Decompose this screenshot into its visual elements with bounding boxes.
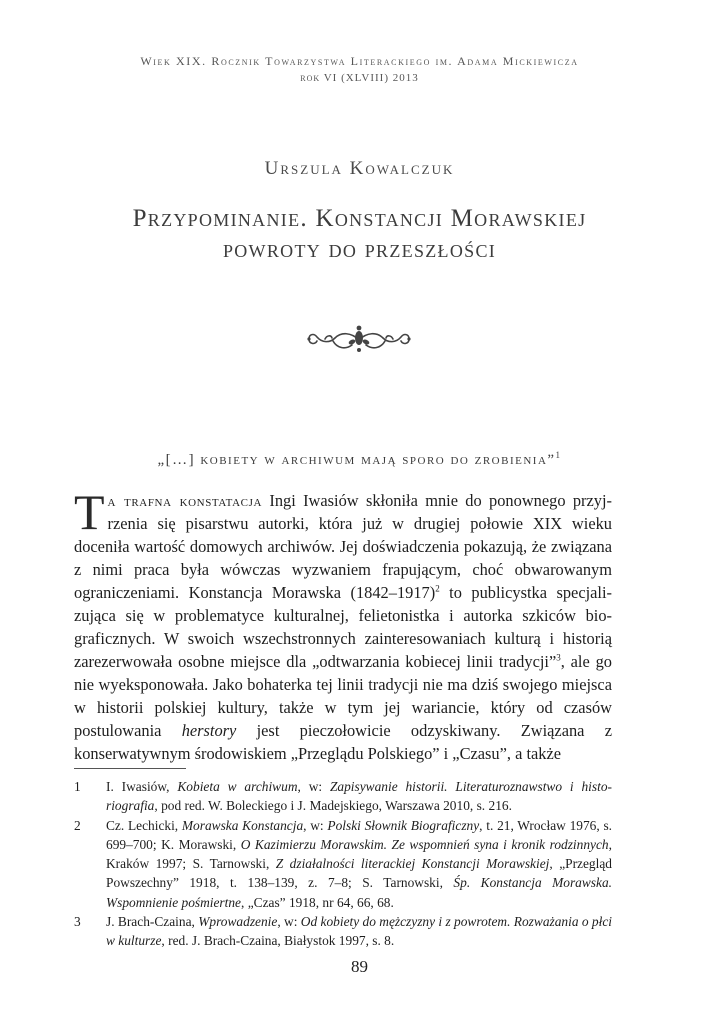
footnote-ref-3: 3	[556, 652, 561, 663]
herstory-term: herstory	[181, 721, 237, 740]
title-line-1: Przypominanie. Konstancji Morawskiej	[132, 205, 587, 232]
title-line-2: powroty do przeszłości	[222, 236, 497, 263]
footnote-italic: O Kazimierzu Morawskim. Ze wspomnień syna i kronik rodzinnych	[240, 836, 609, 852]
footnote-text: , t. 21, Wrocław 1976, s. 699–700; K. Morawski,	[106, 817, 612, 852]
footnote-text: , red. J. Brach-Czaina, Białystok 1997, s. 8.	[161, 933, 395, 949]
footnote-ref-1: 1	[555, 450, 562, 460]
article-author: Urszula Kowalczuk	[264, 158, 455, 179]
lead-in: a trafna konstatacja	[107, 491, 263, 510]
body-segment-3: , ale go nie wyeksponowała. Jako bohaterka tej linii tradycji nie ma dziś swojego miejsca w historii polskiej kultury, także w tym jej wariancie, który od czasów postulowania	[74, 652, 612, 740]
footnote-italic: Kobieta w archiwum	[177, 779, 298, 794]
footnote-text: I. Iwasiów,	[106, 779, 178, 794]
footnote-italic: Od kobiety do mężczyzny i z powrotem. Rozważania o płci w kulturze	[106, 914, 613, 949]
footnote-italic: Zapisywanie historii. Literaturoznawstwo i historiografia	[106, 779, 612, 814]
footnote-3	[74, 912, 612, 951]
body-segment-2: to publicystka specjalizująca się w problematyce kulturalnej, felietonistka i autorka szkiców biograficznych. W swoich wszechstronnych zainteresowaniach kulturą i historią zarezerwowała osobne miejsce dla „odtwarzania kobiecej linii tradycji”	[74, 583, 612, 671]
footnote-italic: Śp. Konstancja Morawska. Wspomnienie pośmiertne	[106, 875, 612, 910]
footnote-divider	[74, 768, 186, 769]
article-title	[0, 203, 719, 265]
footnote-text: , „Czas” 1918, nr 64, 66, 68.	[241, 894, 394, 910]
epigraph-text: „[…] kobiety w archiwum mają sporo do zrobienia”	[157, 452, 556, 468]
body-segment-4: jest pieczołowicie odzyskiwany. Związana z konserwatywnym środowiskiem „Przeglądu Polskiego” i „Czasu”, a także	[74, 721, 612, 763]
body-text	[74, 484, 612, 765]
footnote-italic: Wprowadzenie	[198, 914, 278, 930]
body-segment-1: Ingi Iwasiów skłoniła mnie do ponownego przyjrzenia się pisarstwu autorki, która już w drugiej połowie XIX wieku doceniła wartość domowych archiwów. Jej doświadczenia pokazują, że związana z nimi praca była wówczas wyzwaniem frapującym, choć obwarowanym ograniczeniami. Konstancja Morawska (1842–1917)	[74, 491, 612, 602]
footnote-text: , w:	[303, 817, 328, 833]
footnote-text: , pod red. W. Boleckiego i J. Madejskiego, Warszawa 2010, s. 216.	[154, 798, 512, 814]
footnote-number: 3	[74, 914, 81, 930]
running-header-issue: rok VI (XLVIII) 2013	[300, 72, 419, 84]
footnote-number: 1	[74, 779, 81, 794]
footnote-italic: Z działalności literackiej Konstancji Morawskiej	[275, 856, 550, 872]
footnote-text: , w:	[297, 779, 330, 794]
footnote-ref-2: 2	[435, 583, 440, 594]
footnote-text: Cz. Lechicki,	[106, 817, 182, 833]
epigraph	[0, 452, 719, 469]
footnote-text: J. Brach-Czaina,	[106, 914, 199, 930]
footnote-number: 2	[74, 817, 81, 833]
page-number: 89	[351, 957, 368, 976]
floral-ornament-icon	[303, 323, 415, 357]
footnote-italic: Polski Słownik Biograficzny	[327, 817, 480, 833]
footnote-2	[74, 816, 612, 912]
footnotes	[74, 777, 612, 951]
footnote-text: , „Przegląd Powszechny” 1918, t. 138–139, z. 7–8; S. Tarnowski,	[106, 856, 612, 891]
footnote-text: , Kraków 1997; S. Tarnowski,	[106, 836, 612, 872]
footnote-text: , w:	[277, 914, 301, 930]
footnote-1	[74, 777, 612, 816]
footnote-italic: Morawska Konstancja	[181, 817, 304, 833]
running-header-journal: Wiek XIX. Rocznik Towarzystwa Literackiego im. Adama Mickiewicza	[140, 54, 579, 68]
drop-cap: T	[74, 484, 105, 540]
